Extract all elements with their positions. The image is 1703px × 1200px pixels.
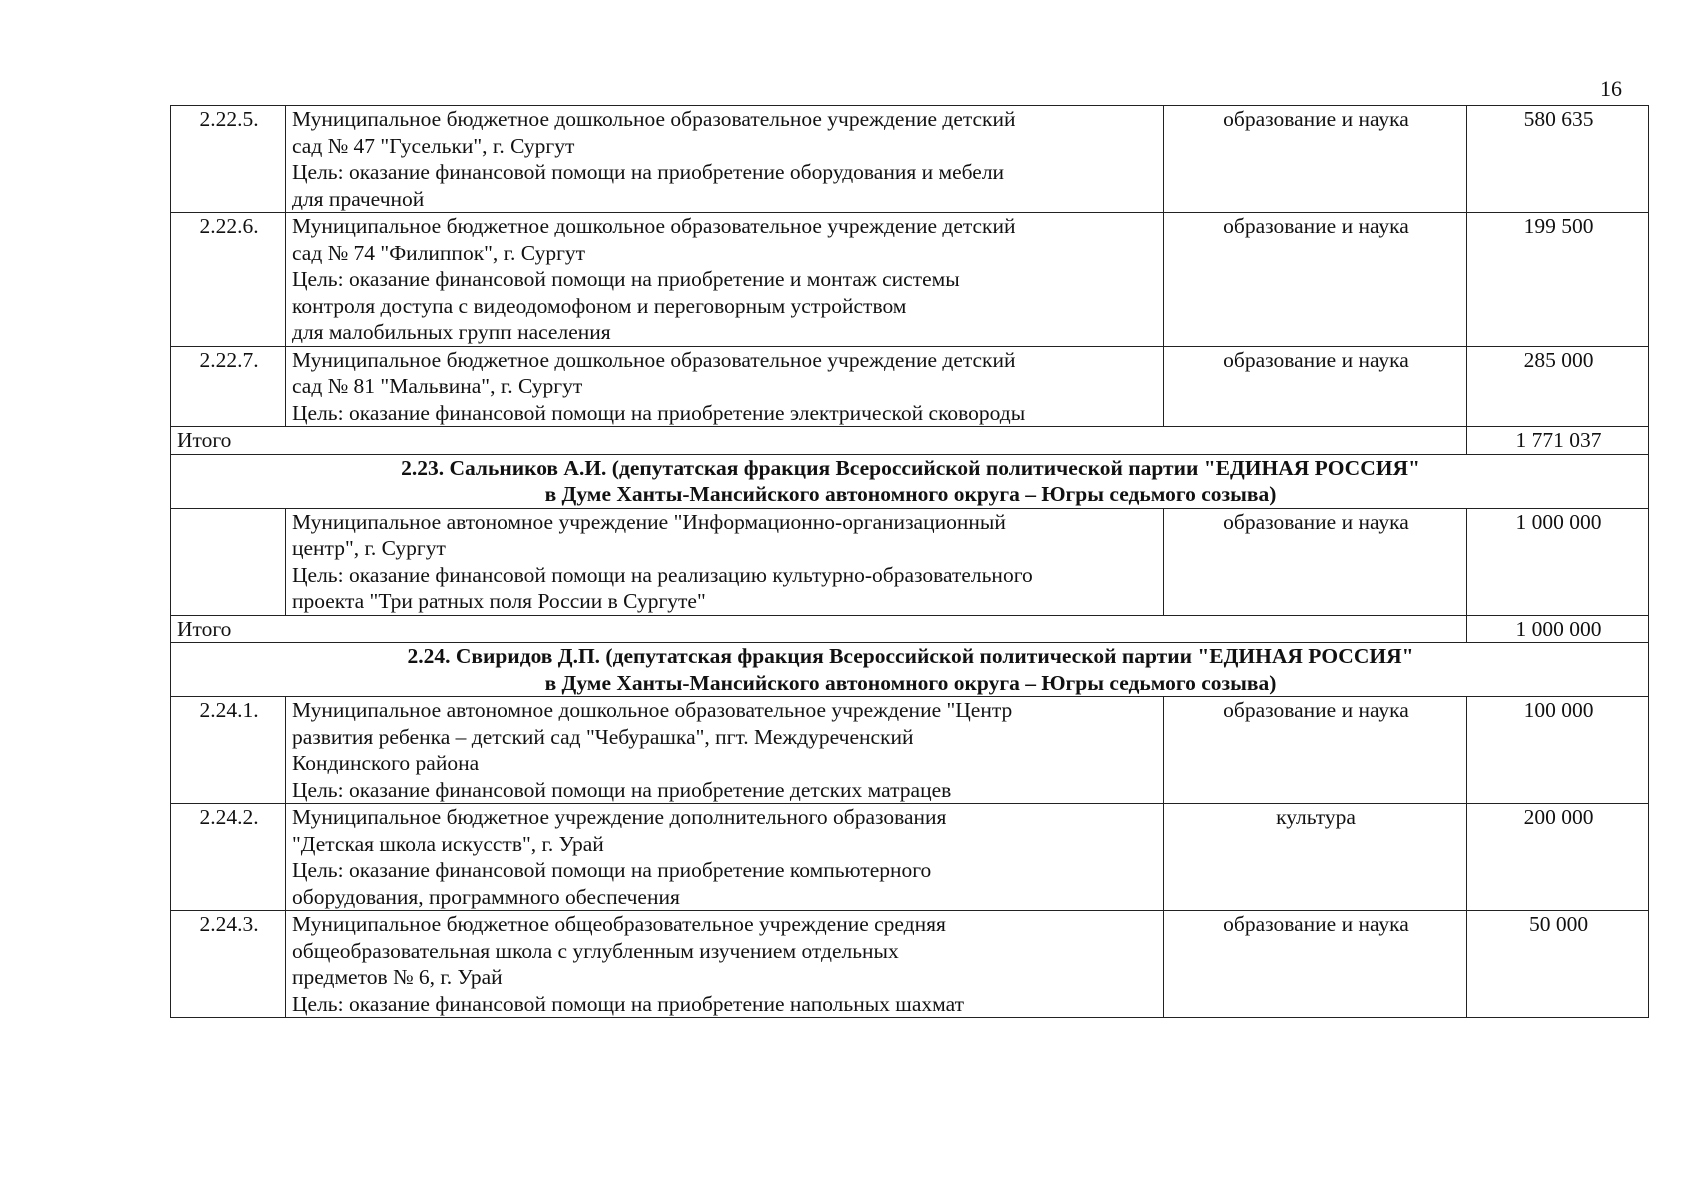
description-line: центр", г. Сургут bbox=[292, 536, 446, 560]
description-line: Цель: оказание финансовой помощи на приобретение напольных шахмат bbox=[292, 991, 964, 1016]
item-description bbox=[286, 508, 1164, 615]
section-title-line: в Думе Ханты-Мансийского автономного округа – Югры седьмого созыва) bbox=[544, 670, 1277, 695]
item-amount: 1 000 000 bbox=[1467, 508, 1649, 615]
total-row bbox=[171, 427, 1649, 455]
description-line: Муниципальное бюджетное общеобразовательное учреждение средняя bbox=[292, 912, 946, 936]
item-description bbox=[286, 697, 1164, 804]
section-title-line: 2.23. Сальников А.И. (депутатская фракция Всероссийской политической партии "ЕДИНАЯ РОССИЯ" bbox=[401, 455, 1420, 480]
item-area: образование и наука bbox=[1164, 346, 1467, 427]
section-header-row bbox=[171, 643, 1649, 697]
description-line: Цель: оказание финансовой помощи на приобретение электрической сковороды bbox=[292, 400, 1026, 425]
item-amount: 50 000 bbox=[1467, 911, 1649, 1018]
item-number: 2.24.1. bbox=[171, 697, 286, 804]
item-area: образование и наука bbox=[1164, 697, 1467, 804]
description-line: сад № 81 "Мальвина", г. Сургут bbox=[292, 374, 583, 398]
section-header bbox=[171, 454, 1649, 508]
item-description bbox=[286, 804, 1164, 911]
description-line: Цель: оказание финансовой помощи на реализацию культурно-образовательного bbox=[292, 562, 1033, 587]
item-description bbox=[286, 213, 1164, 347]
description-line: Кондинского района bbox=[292, 751, 480, 775]
section-header-row bbox=[171, 454, 1649, 508]
item-number: 2.24.2. bbox=[171, 804, 286, 911]
table-row bbox=[171, 213, 1649, 347]
description-line: Муниципальное бюджетное дошкольное образовательное учреждение детский bbox=[292, 214, 1016, 238]
description-line: оборудования, программного обеспечения bbox=[292, 884, 680, 909]
section-title-line: в Думе Ханты-Мансийского автономного округа – Югры седьмого созыва) bbox=[544, 482, 1277, 506]
item-area: образование и наука bbox=[1164, 106, 1467, 213]
item-description bbox=[286, 106, 1164, 213]
item-amount: 100 000 bbox=[1467, 697, 1649, 804]
item-area: образование и наука bbox=[1164, 911, 1467, 1018]
description-line: сад № 47 "Гусельки", г. Сургут bbox=[292, 133, 575, 158]
total-amount: 1 000 000 bbox=[1467, 615, 1649, 643]
description-line: предметов № 6, г. Урай bbox=[292, 965, 503, 989]
table-row bbox=[171, 697, 1649, 804]
total-row bbox=[171, 615, 1649, 643]
table-row bbox=[171, 911, 1649, 1018]
total-label: Итого bbox=[171, 427, 1467, 455]
item-area: образование и наука bbox=[1164, 213, 1467, 347]
item-area: образование и наука bbox=[1164, 508, 1467, 615]
description-line: Муниципальное автономное дошкольное образовательное учреждение "Центр bbox=[292, 698, 1013, 722]
item-number: 2.22.7. bbox=[171, 346, 286, 427]
description-line: для малобильных групп населения bbox=[292, 320, 611, 344]
description-line: сад № 74 "Филиппок", г. Сургут bbox=[292, 240, 586, 265]
description-line: Цель: оказание финансовой помощи на приобретение компьютерного bbox=[292, 858, 932, 882]
description-line: Муниципальное бюджетное дошкольное образовательное учреждение детский bbox=[292, 347, 1016, 372]
item-number: 2.22.5. bbox=[171, 106, 286, 213]
table-row bbox=[171, 804, 1649, 911]
description-line: Цель: оказание финансовой помощи на приобретение оборудования и мебели bbox=[292, 160, 1005, 184]
description-line: Муниципальное автономное учреждение "Информационно-организационный bbox=[292, 509, 1006, 534]
item-description bbox=[286, 911, 1164, 1018]
table-row bbox=[171, 106, 1649, 213]
total-label: Итого bbox=[171, 615, 1467, 643]
description-line: общеобразовательная школа с углубленным изучением отдельных bbox=[292, 938, 899, 963]
description-line: проекта "Три ратных поля России в Сургуте" bbox=[292, 589, 706, 613]
item-number: 2.24.3. bbox=[171, 911, 286, 1018]
item-amount: 285 000 bbox=[1467, 346, 1649, 427]
page-number: 16 bbox=[1600, 76, 1622, 101]
item-number: 2.22.6. bbox=[171, 213, 286, 347]
description-line: Муниципальное бюджетное учреждение дополнительного образования bbox=[292, 805, 947, 829]
total-amount: 1 771 037 bbox=[1467, 427, 1649, 455]
table-row bbox=[171, 508, 1649, 615]
funding-table bbox=[170, 105, 1649, 1018]
item-area: культура bbox=[1164, 804, 1467, 911]
table-row bbox=[171, 346, 1649, 427]
section-header bbox=[171, 643, 1649, 697]
item-number bbox=[171, 508, 286, 615]
description-line: Цель: оказание финансовой помощи на приобретение и монтаж системы bbox=[292, 267, 960, 291]
description-line: развития ребенка – детский сад "Чебурашка", пгт. Междуреченский bbox=[292, 724, 914, 749]
item-amount: 199 500 bbox=[1467, 213, 1649, 347]
item-amount: 200 000 bbox=[1467, 804, 1649, 911]
item-description bbox=[286, 346, 1164, 427]
description-line: "Детская школа искусств", г. Урай bbox=[292, 831, 604, 856]
section-title-line: 2.24. Свиридов Д.П. (депутатская фракция Всероссийской политической партии "ЕДИНАЯ РОССИЯ" bbox=[407, 644, 1414, 668]
description-line: контроля доступа с видеодомофоном и переговорным устройством bbox=[292, 293, 907, 318]
description-line: Цель: оказание финансовой помощи на приобретение детских матрацев bbox=[292, 777, 952, 802]
description-line: для прачечной bbox=[292, 186, 425, 211]
item-amount: 580 635 bbox=[1467, 106, 1649, 213]
description-line: Муниципальное бюджетное дошкольное образовательное учреждение детский bbox=[292, 107, 1016, 131]
